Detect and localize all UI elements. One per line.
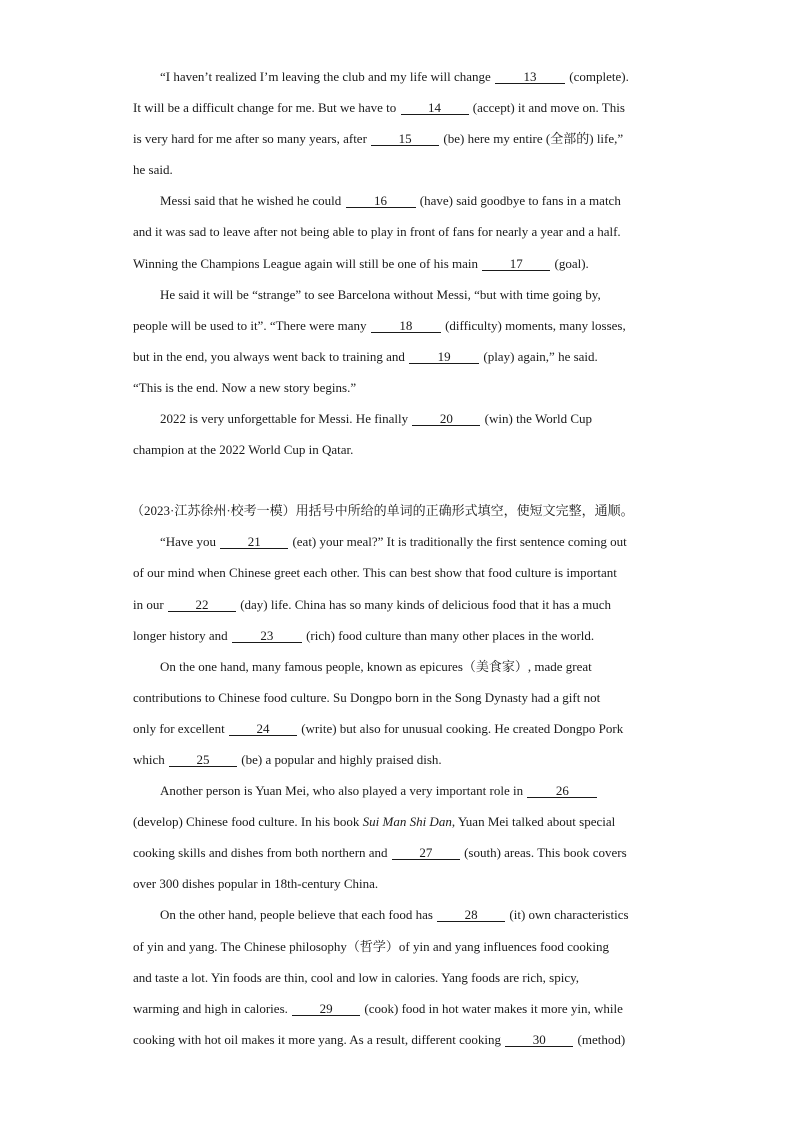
text-line — [133, 341, 661, 372]
text-line — [133, 775, 661, 806]
section-heading: （2023·江苏徐州·校考一模）用括号中所给的单词的正确形式填空，使短文完整，通顺。 — [131, 503, 634, 519]
text-span: Another person is Yuan Mei, who also played a very important role in — [160, 783, 524, 799]
text-span: people will be used to it”. “There were many — [133, 317, 367, 333]
text-line — [133, 154, 661, 185]
text-span: He said it will be “strange” to see Barcelona without Messi, “but with time going by, — [160, 286, 601, 302]
text-span: (method) — [577, 1031, 626, 1047]
text-span: and taste a lot. Yin foods are thin, cool and low in calories. Yang foods are rich, spicy, — [133, 969, 579, 985]
text-span: On the one hand, many famous people, known as epicures（美食家）, made great — [160, 658, 592, 674]
text-line — [133, 434, 661, 465]
section-gap — [133, 465, 661, 495]
blank-18[interactable]: 18 — [371, 319, 441, 333]
text-span: over 300 dishes popular in 18th-century China. — [133, 876, 379, 892]
text-span: is very hard for me after so many years, after — [133, 131, 367, 147]
text-line — [133, 993, 661, 1024]
text-span: and it was sad to leave after not being able to play in front of fans for nearly a year and a half. — [133, 224, 621, 240]
text-span: (cook) food in hot water makes it more yin, while — [364, 1000, 623, 1016]
text-span: (have) said goodbye to fans in a match — [419, 193, 621, 209]
blank-28[interactable]: 28 — [437, 908, 505, 922]
text-span: , Yuan Mei talked about special — [451, 814, 616, 830]
text-span: (eat) your meal?” It is traditionally the first sentence coming out — [292, 534, 627, 550]
blank-29[interactable]: 29 — [292, 1002, 360, 1016]
blank-21[interactable]: 21 — [220, 535, 288, 549]
text-line — [133, 557, 661, 588]
text-span: Winning the Champions League again will still be one of his main — [133, 255, 478, 271]
blank-20[interactable]: 20 — [412, 412, 480, 426]
text-span: (complete). — [569, 69, 629, 84]
text-line — [133, 868, 661, 899]
text-span: (develop) Chinese food culture. In his book — [133, 814, 360, 830]
text-line — [133, 589, 661, 620]
text-span: of yin and yang. The Chinese philosophy（哲学）of yin and yang influences food cooking — [133, 938, 609, 954]
text-span: (south) areas. This book covers — [464, 845, 627, 861]
text-span: (be) a popular and highly praised dish. — [241, 751, 442, 767]
text-line — [133, 899, 661, 930]
blank-26[interactable]: 26 — [527, 784, 597, 798]
text-span: cooking with hot oil makes it more yang. As a result, different cooking — [133, 1031, 502, 1047]
text-span: warming and high in calories. — [133, 1000, 288, 1016]
text-line — [133, 744, 661, 775]
text-span: of our mind when Chinese greet each other. This can best show that food culture is important — [133, 565, 617, 581]
blank-14[interactable]: 14 — [401, 101, 469, 115]
text-span: (write) but also for unusual cooking. He created Dongpo Pork — [301, 720, 624, 736]
text-span: 2022 is very unforgettable for Messi. He finally — [160, 411, 409, 427]
text-line — [133, 248, 661, 279]
text-line — [133, 526, 661, 557]
text-line — [133, 216, 661, 247]
blank-25[interactable]: 25 — [169, 753, 237, 767]
text-span: (rich) food culture than many other places in the world. — [306, 627, 595, 643]
text-line — [133, 372, 661, 403]
text-span: (goal). — [554, 255, 589, 271]
text-span: (difficulty) moments, many losses, — [445, 317, 626, 333]
text-span: only for excellent — [133, 720, 225, 736]
book-title: Sui Man Shi Dan — [362, 814, 452, 830]
text-span: “This is the end. Now a new story begins.” — [133, 379, 357, 395]
blank-15[interactable]: 15 — [371, 132, 439, 146]
text-line — [133, 651, 661, 682]
text-span: “I haven’t realized I’m leaving the club and my life will change — [160, 69, 491, 84]
blank-17[interactable]: 17 — [482, 257, 550, 271]
document-body — [133, 61, 661, 1055]
text-span: (accept) it and move on. This — [472, 100, 625, 116]
text-span: It will be a difficult change for me. But we have to — [133, 100, 397, 116]
text-line — [133, 279, 661, 310]
text-span: (be) here my entire (全部的) life,” — [443, 131, 624, 147]
text-span: but in the end, you always went back to training and — [133, 348, 405, 364]
text-span: (play) again,” he said. — [483, 348, 598, 364]
text-line — [133, 806, 661, 837]
text-span: cooking skills and dishes from both northern and — [133, 845, 388, 861]
text-line — [133, 61, 661, 92]
blank-19[interactable]: 19 — [409, 350, 479, 364]
text-line — [133, 403, 661, 434]
text-span: champion at the 2022 World Cup in Qatar. — [133, 442, 354, 458]
text-span: (day) life. China has so many kinds of delicious food that it has a much — [240, 596, 611, 612]
text-span: longer history and — [133, 627, 228, 643]
blank-24[interactable]: 24 — [229, 722, 297, 736]
text-span: in our — [133, 596, 164, 612]
blank-23[interactable]: 23 — [232, 629, 302, 643]
blank-30[interactable]: 30 — [505, 1033, 573, 1047]
text-span: contributions to Chinese food culture. Su Dongpo born in the Song Dynasty had a gift not — [133, 689, 601, 705]
text-line — [133, 713, 661, 744]
text-span: he said. — [133, 162, 173, 178]
text-line — [133, 310, 661, 341]
text-line — [133, 837, 661, 868]
text-line — [133, 185, 661, 216]
text-line — [133, 682, 661, 713]
text-span: “Have you — [160, 534, 216, 550]
text-span: On the other hand, people believe that each food has — [160, 907, 433, 923]
blank-13[interactable]: 13 — [495, 70, 565, 84]
text-line — [133, 92, 661, 123]
text-span: (it) own characteristics — [509, 907, 629, 923]
blank-16[interactable]: 16 — [346, 194, 416, 208]
text-line — [133, 123, 661, 154]
text-span: which — [133, 751, 165, 767]
text-line — [133, 931, 661, 962]
text-line — [133, 620, 661, 651]
blank-27[interactable]: 27 — [392, 846, 460, 860]
text-span: Messi said that he wished he could — [160, 193, 342, 209]
text-line — [133, 962, 661, 993]
text-line — [133, 1024, 661, 1055]
text-span: (win) the World Cup — [484, 411, 593, 427]
blank-22[interactable]: 22 — [168, 598, 236, 612]
